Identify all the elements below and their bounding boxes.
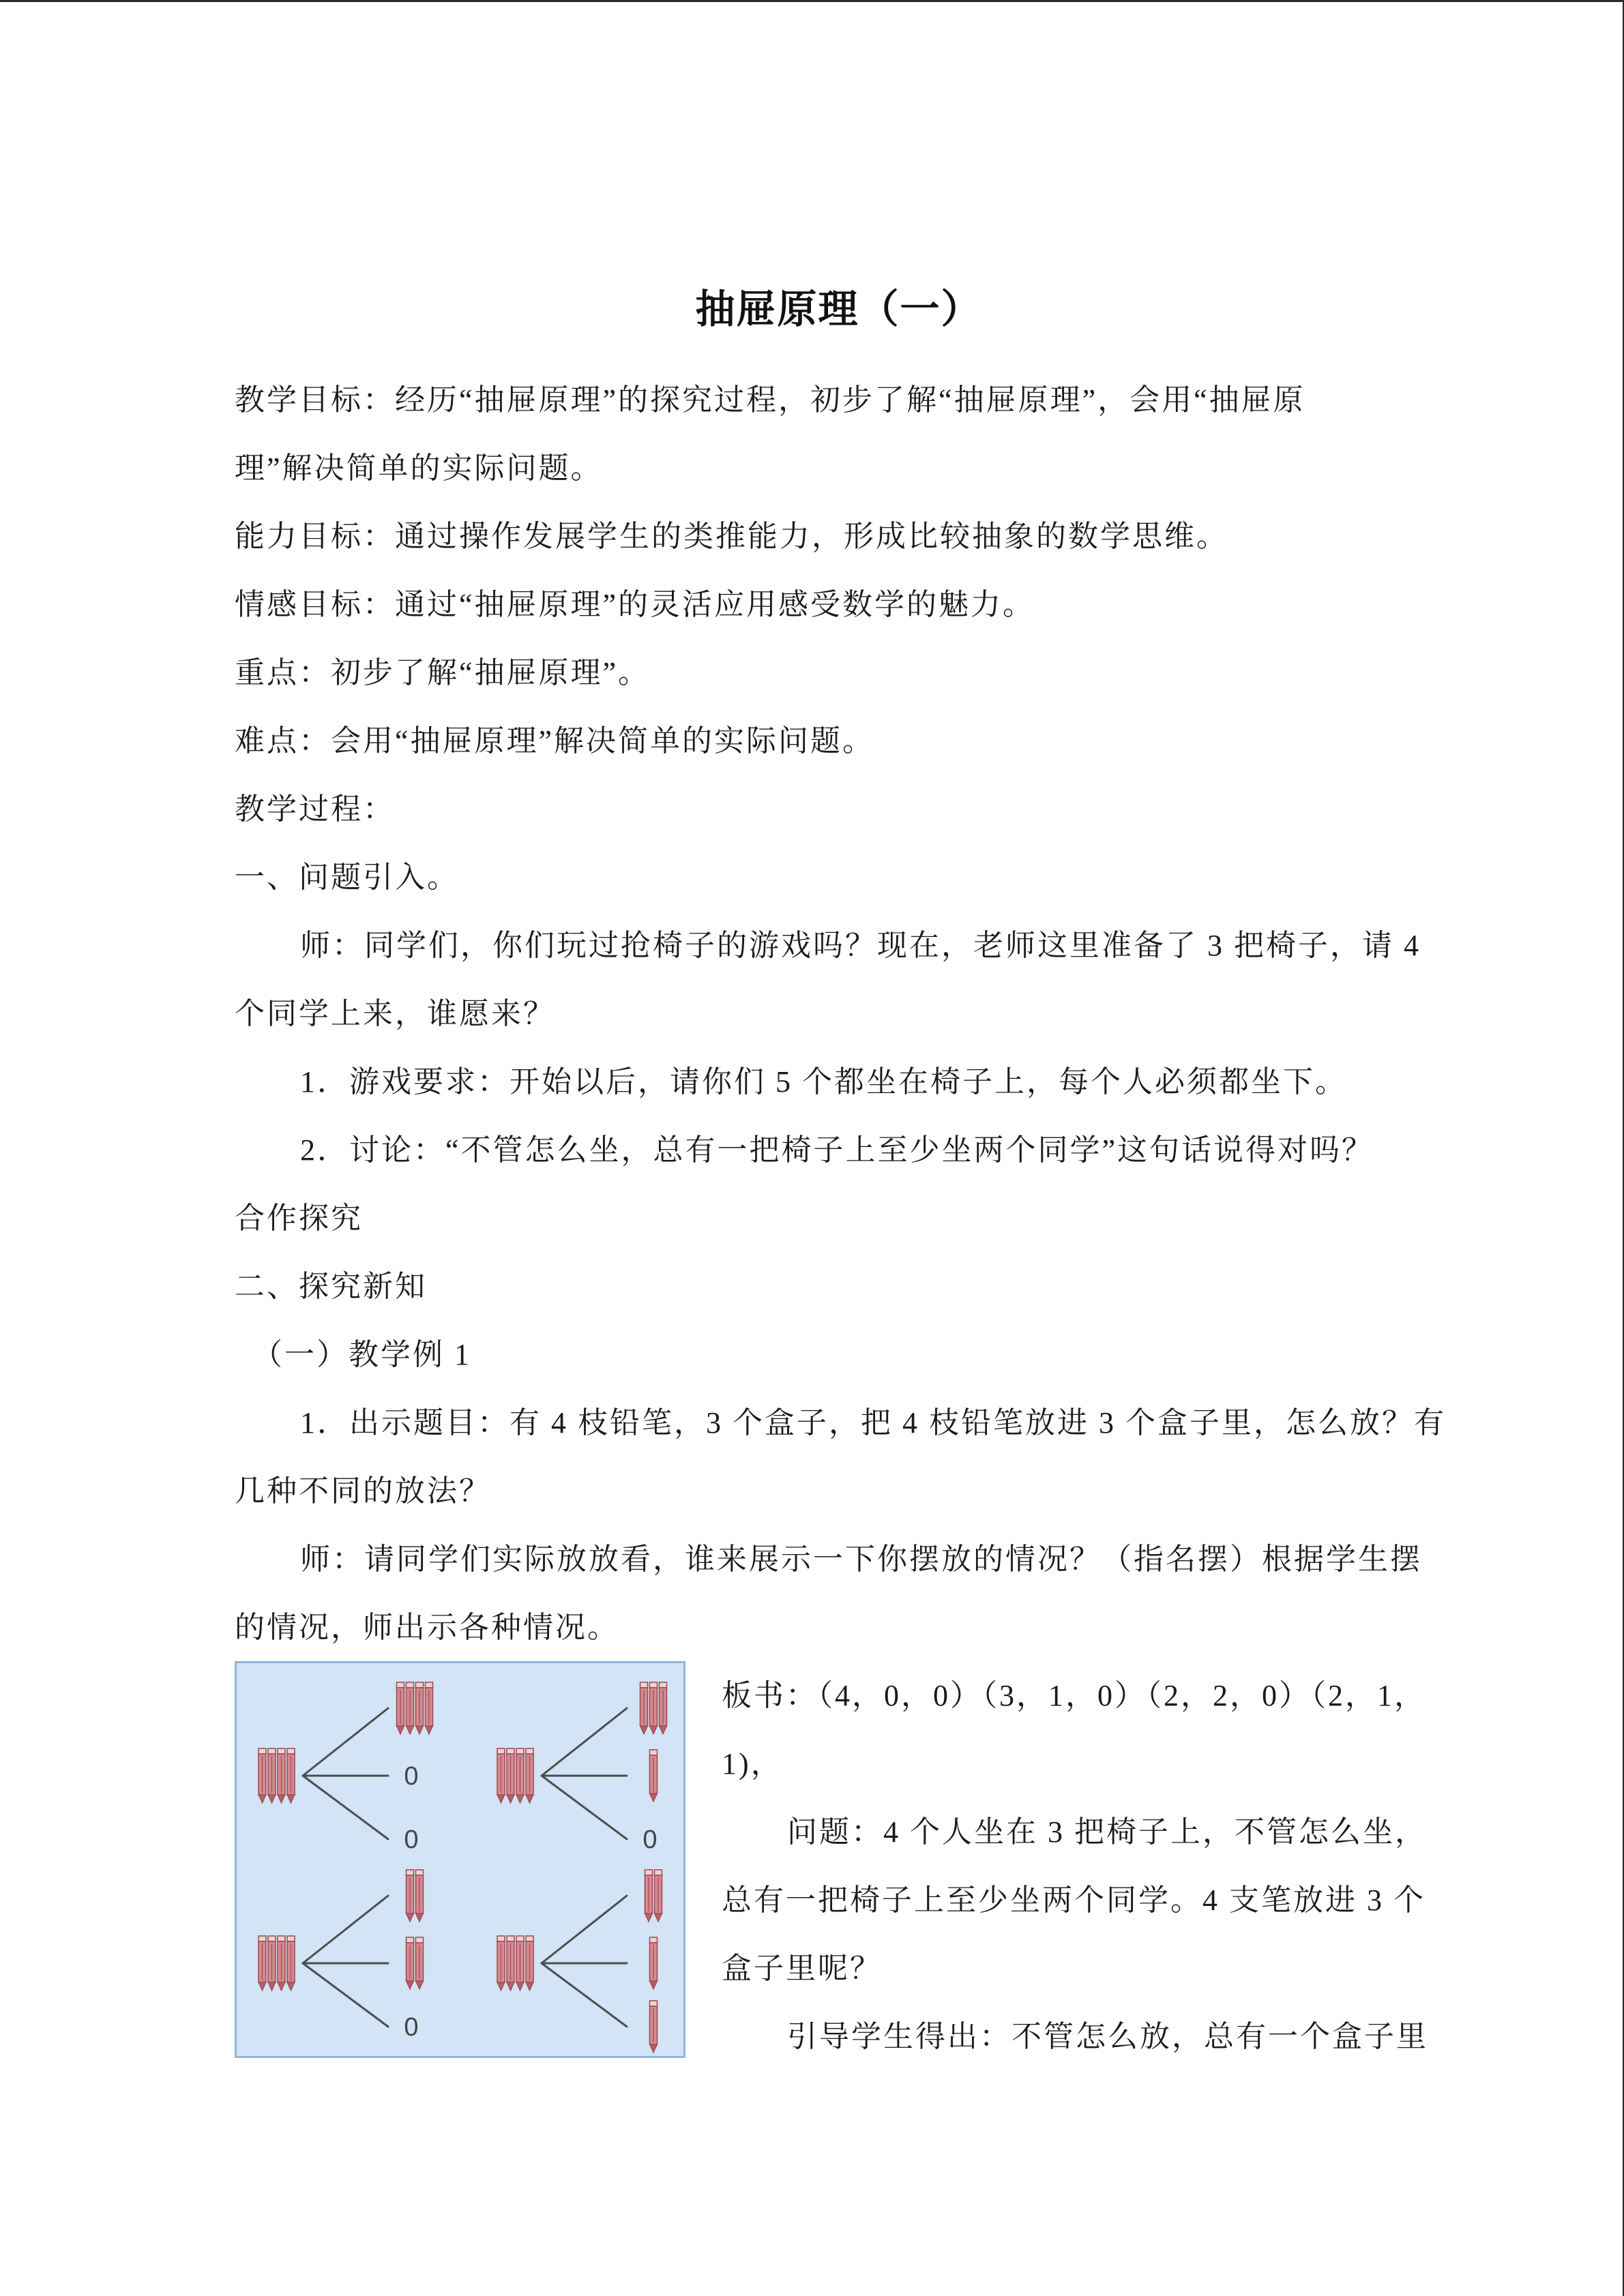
activity-label: 合作探究 <box>235 1202 363 1235</box>
pencil-tip <box>640 1726 648 1734</box>
branch-line <box>542 1963 627 2027</box>
pencil-eraser <box>507 1936 514 1941</box>
pencil-icon <box>259 1748 266 1803</box>
pencil-tip <box>287 1795 295 1803</box>
pencil-eraser <box>259 1936 266 1941</box>
pencil-eraser <box>497 1936 505 1941</box>
pencil-icon <box>645 1870 653 1922</box>
question-line: 总有一把椅子上至少坐两个同学。4 支笔放进 3 个 <box>722 1883 1426 1917</box>
pencil-bundle <box>259 1748 295 1803</box>
pencil-icon <box>650 1750 658 1802</box>
pencil-eraser <box>655 1870 662 1875</box>
branch-line <box>542 1708 627 1776</box>
pencil-icon <box>416 1870 424 1922</box>
pencil-tip <box>507 1795 514 1803</box>
box-pencils <box>650 2001 658 2053</box>
emotion-goal: 情感目标：通过“抽屉原理”的灵活应用感受数学的魅力。 <box>235 588 1035 621</box>
pencil-icon <box>507 1936 514 1991</box>
lesson-body <box>235 366 1446 1662</box>
key-point: 重点：初步了解“抽屉原理”。 <box>235 656 651 689</box>
box-pencils <box>407 1870 424 1922</box>
pencil-eraser <box>650 2001 658 2006</box>
pencil-bundle <box>259 1936 295 1991</box>
pencil-bundle <box>497 1748 533 1803</box>
pencil-eraser <box>640 1682 648 1688</box>
pencil-eraser <box>645 1870 653 1875</box>
pencil-icon <box>278 1936 285 1991</box>
pencil-eraser <box>259 1748 266 1754</box>
problem-line: 1．出示题目：有 4 枝铅笔，3 个盒子，把 4 枝铅笔放进 3 个盒子里，怎么放？有 <box>300 1406 1446 1440</box>
pencil-eraser <box>407 1682 414 1688</box>
pencil-tip <box>416 1726 424 1734</box>
pencil-icon <box>497 1748 505 1803</box>
teacher-intro-line: 个同学上来，谁愿来？ <box>235 997 555 1030</box>
empty-box-label: 0 <box>404 1762 419 1791</box>
empty-box-label: 0 <box>643 1825 658 1854</box>
pencil-tip <box>516 1795 524 1803</box>
example-heading: （一）教学例 1 <box>252 1338 471 1371</box>
pencil-tip <box>268 1795 276 1803</box>
pencil-tip <box>426 1726 433 1734</box>
pencil-icon <box>526 1748 533 1803</box>
teaching-goal-line: 理”解决简单的实际问题。 <box>235 451 603 485</box>
pencil-eraser <box>660 1682 667 1688</box>
pencil-eraser <box>650 1937 658 1943</box>
pencil-icon <box>397 1682 404 1734</box>
pencil-eraser <box>650 1750 658 1755</box>
pencil-eraser <box>268 1936 276 1941</box>
pencil-eraser <box>268 1748 276 1754</box>
pencil-tip <box>526 1982 533 1991</box>
pencil-eraser <box>416 1682 424 1688</box>
box-pencils <box>645 1870 662 1922</box>
pencil-tip <box>650 2044 658 2053</box>
pencil-eraser <box>426 1682 433 1688</box>
pencil-tip <box>407 1913 414 1922</box>
pencil-icon <box>407 1682 414 1734</box>
pencil-eraser <box>416 1937 424 1943</box>
pencil-icon <box>416 1682 424 1734</box>
pencil-eraser <box>287 1748 295 1754</box>
pencil-eraser <box>416 1870 424 1875</box>
arrangement-tree <box>497 1870 662 2053</box>
game-rule: 1．游戏要求：开始以后，请你们 5 个都坐在椅子上，每个人必须都坐下。 <box>300 1065 1347 1099</box>
section-heading: 二、探究新知 <box>235 1270 427 1303</box>
pencil-tip <box>650 1981 658 1989</box>
box-pencils <box>397 1682 433 1734</box>
pencil-icon <box>278 1748 285 1803</box>
branch-line <box>542 1776 627 1839</box>
pencil-eraser <box>507 1748 514 1754</box>
pencil-tip <box>655 1913 662 1922</box>
page-title: 抽屉原理（一） <box>695 287 982 331</box>
branch-line <box>303 1896 388 1963</box>
pencil-icon <box>426 1682 433 1734</box>
pencil-tip <box>407 1726 414 1734</box>
discussion-question: 2．讨论：“不管怎么坐，总有一把椅子上至少坐两个同学”这句话说得对吗？ <box>300 1133 1374 1167</box>
pencil-eraser <box>516 1748 524 1754</box>
pencil-tip <box>645 1913 653 1922</box>
pencil-icon <box>268 1748 276 1803</box>
pencil-icon <box>516 1936 524 1991</box>
pencil-icon <box>287 1936 295 1991</box>
pencil-icon <box>516 1748 524 1803</box>
pencil-icon <box>650 1937 658 1989</box>
empty-box-label: 0 <box>404 2013 419 2042</box>
pencil-eraser <box>516 1936 524 1941</box>
pencil-icon <box>650 1682 658 1734</box>
pencil-tip <box>278 1795 285 1803</box>
arrangement-tree <box>497 1682 667 1854</box>
pencil-tip <box>497 1795 505 1803</box>
pencil-tip <box>268 1982 276 1991</box>
question-line: 问题：4 个人坐在 3 把椅子上，不管怎么坐， <box>787 1815 1427 1849</box>
pencil-arrangement-diagram <box>235 1661 685 2058</box>
question-line: 盒子里呢？ <box>722 1952 882 1985</box>
pencil-eraser <box>397 1682 404 1688</box>
box-pencils <box>650 1750 658 1802</box>
pencil-eraser <box>407 1937 414 1943</box>
box-pencils <box>650 1937 658 1989</box>
pencil-tip <box>287 1982 295 1991</box>
pencil-tip <box>660 1726 667 1734</box>
section-heading: 一、问题引入。 <box>235 861 459 894</box>
pencil-tip <box>526 1795 533 1803</box>
branch-line <box>303 1963 388 2027</box>
pencil-eraser <box>526 1748 533 1754</box>
pencil-tip <box>497 1982 505 1991</box>
pencil-tip <box>416 1913 424 1922</box>
teacher-intro-line: 师：同学们，你们玩过抢椅子的游戏吗？现在，老师这里准备了 3 把椅子，请 4 <box>300 929 1421 962</box>
process-heading: 教学过程： <box>235 792 395 826</box>
teacher-prompt-line: 的情况，师出示各种情况。 <box>235 1611 619 1644</box>
pencil-tip <box>650 1726 658 1734</box>
pencil-eraser <box>287 1936 295 1941</box>
pencil-icon <box>416 1937 424 1989</box>
empty-box-label: 0 <box>404 1825 419 1854</box>
board-line: 1)， <box>722 1747 783 1780</box>
teacher-prompt-line: 师：请同学们实际放放看，谁来展示一下你摆放的情况？（指名摆）根据学生摆 <box>300 1542 1422 1576</box>
pencil-icon <box>640 1682 648 1734</box>
box-pencils <box>407 1937 424 1989</box>
pencil-tip <box>259 1795 266 1803</box>
pencil-icon <box>259 1936 266 1991</box>
arrangement-tree <box>259 1870 424 2042</box>
pencil-eraser <box>278 1748 285 1754</box>
board-line: 板书：（4，0，0）（3，1，0）（2，2，0）（2，1， <box>722 1679 1426 1712</box>
branch-line <box>303 1776 388 1839</box>
pencil-tip <box>397 1726 404 1734</box>
pencil-eraser <box>407 1870 414 1875</box>
teaching-goal-line: 教学目标：经历“抽屉原理”的探究过程，初步了解“抽屉原理”，会用“抽屉原 <box>235 383 1305 417</box>
pencil-tip <box>507 1982 514 1991</box>
pencil-eraser <box>526 1936 533 1941</box>
pencil-tip <box>516 1982 524 1991</box>
arrangement-tree <box>259 1682 433 1854</box>
pencil-icon <box>526 1936 533 1991</box>
box-pencils <box>640 1682 667 1734</box>
pencil-icon <box>497 1936 505 1991</box>
problem-line: 几种不同的放法？ <box>235 1474 491 1508</box>
board-notes <box>722 1662 1443 2071</box>
pencil-arrangement-svg <box>237 1663 683 2056</box>
difficulty-point: 难点：会用“抽屉原理”解决简单的实际问题。 <box>235 724 875 758</box>
pencil-tip <box>278 1982 285 1991</box>
pencil-tip <box>416 1981 424 1989</box>
pencil-eraser <box>497 1748 505 1754</box>
pencil-icon <box>268 1936 276 1991</box>
pencil-icon <box>407 1937 414 1989</box>
pencil-icon <box>507 1748 514 1803</box>
pencil-icon <box>287 1748 295 1803</box>
pencil-bundle <box>497 1936 533 1991</box>
pencil-icon <box>660 1682 667 1734</box>
pencil-tip <box>407 1981 414 1989</box>
branch-line <box>542 1896 627 1963</box>
pencil-tip <box>259 1982 266 1991</box>
pencil-icon <box>655 1870 662 1922</box>
pencil-icon <box>407 1870 414 1922</box>
pencil-eraser <box>650 1682 658 1688</box>
pencil-icon <box>650 2001 658 2053</box>
branch-line <box>303 1708 388 1776</box>
ability-goal: 能力目标：通过操作发展学生的类推能力，形成比较抽象的数学思维。 <box>235 520 1228 553</box>
pencil-tip <box>650 1793 658 1802</box>
guide-line: 引导学生得出：不管怎么放，总有一个盒子里 <box>787 2020 1428 2053</box>
pencil-eraser <box>278 1936 285 1941</box>
